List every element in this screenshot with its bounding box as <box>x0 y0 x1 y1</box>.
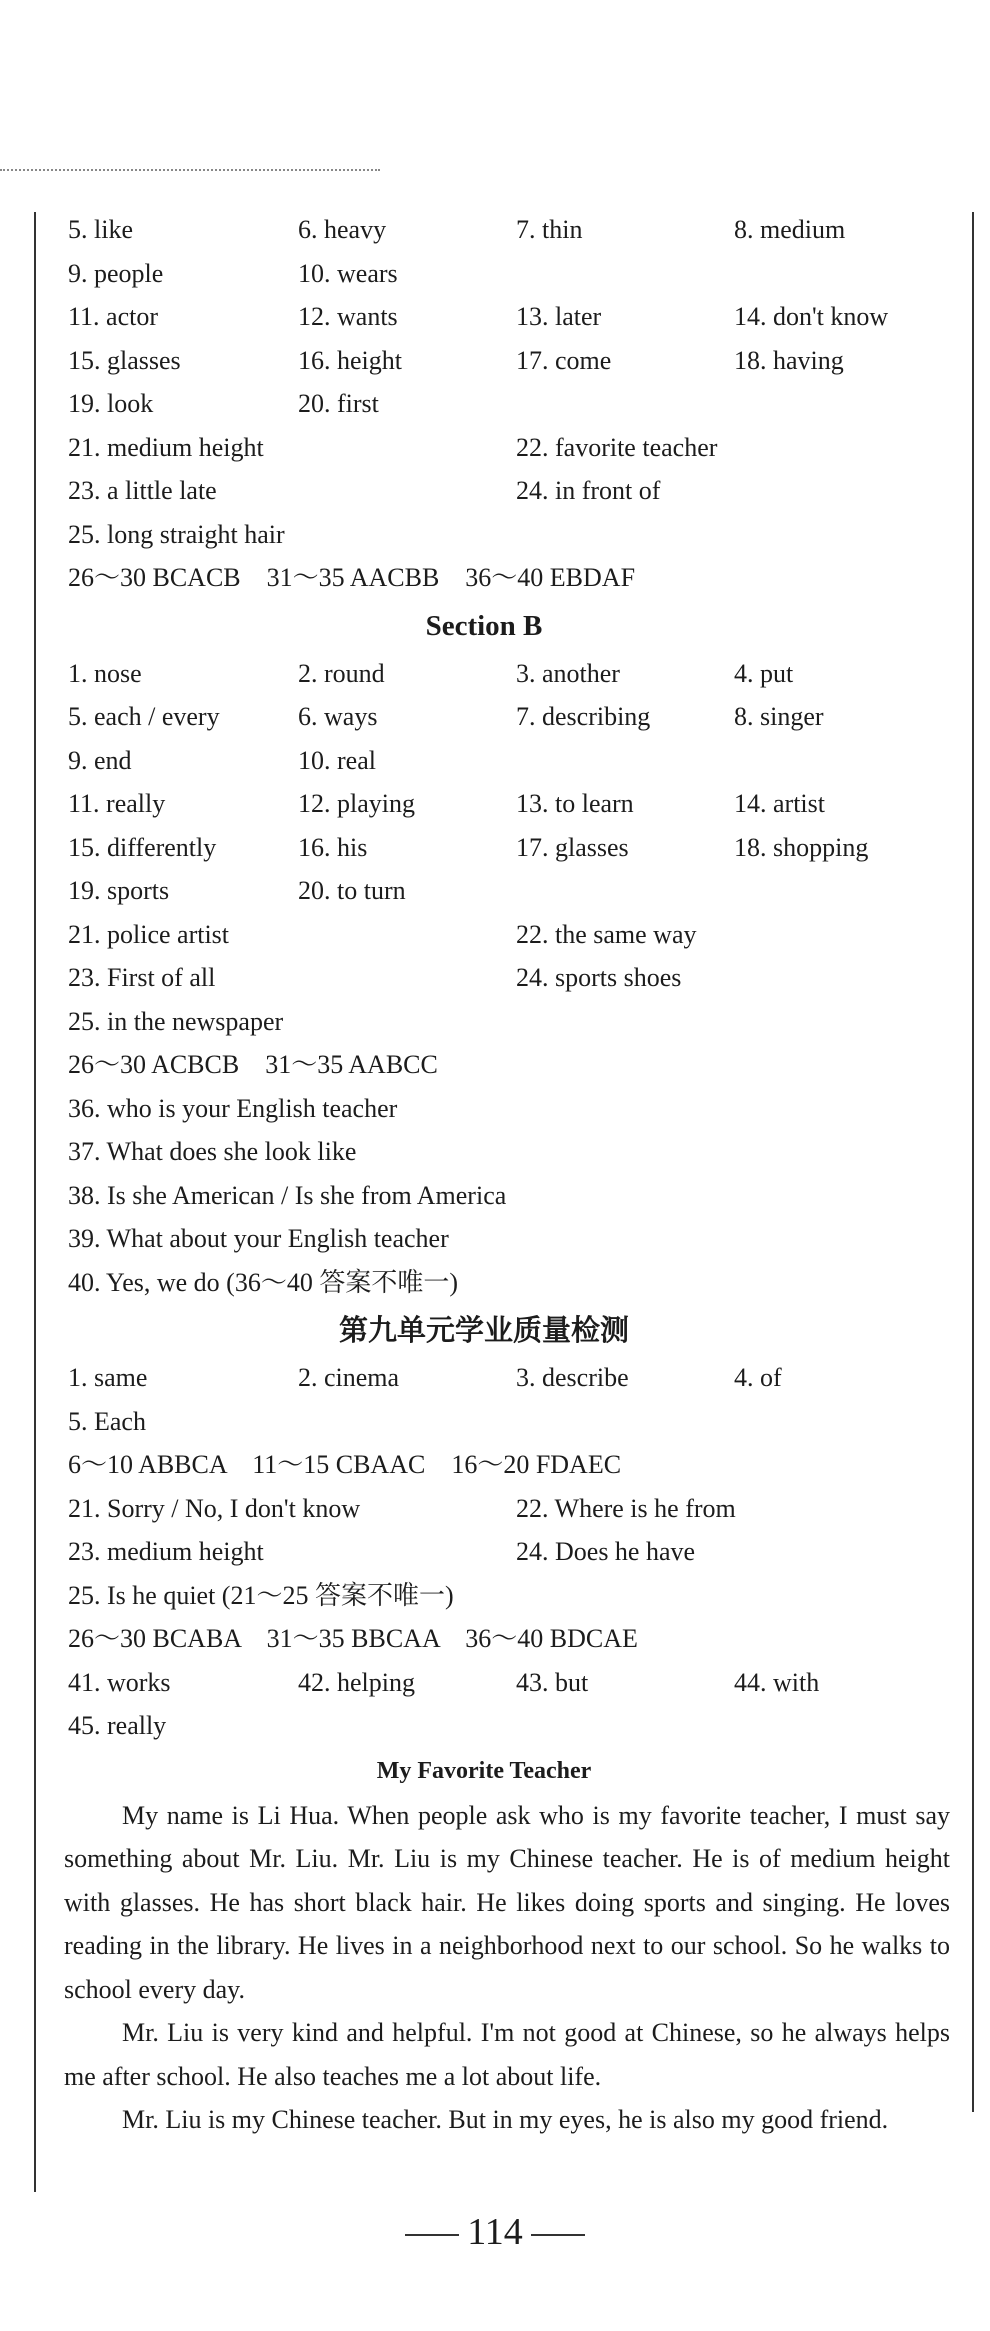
right-margin-line <box>972 212 974 2112</box>
answer-item: 4. of <box>734 1363 782 1392</box>
answer-item: 11. really <box>68 789 166 818</box>
answer-item: 5. Each <box>68 1406 146 1436</box>
answer-item: 14. don't know <box>734 302 889 331</box>
answer-item: 15. differently <box>68 832 217 862</box>
answer-item: 19. sports <box>68 876 170 905</box>
answer-row <box>68 1261 968 1305</box>
answer-item: 1. nose <box>68 658 142 688</box>
answer-item: 21. medium height <box>68 432 264 462</box>
answer-item: 18. shopping <box>734 832 869 862</box>
answer-item: 5. each / every <box>68 702 220 731</box>
answer-row <box>68 956 968 1000</box>
answer-item: 8. singer <box>734 702 824 731</box>
answer-item: 4. put <box>734 658 794 688</box>
answer-item: 5. like <box>68 215 133 244</box>
answer-item: 19. look <box>68 389 154 418</box>
choice-answers: 26～30 ACBCB 31～35 AABCC <box>68 1050 438 1079</box>
answer-item: 16. height <box>298 345 402 375</box>
answer-item: 43. but <box>516 1667 589 1697</box>
answer-item: 24. in front of <box>516 476 661 505</box>
answer-item: 23. First of all <box>68 963 216 992</box>
answer-row <box>68 1000 968 1044</box>
answer-item: 7. thin <box>516 215 583 244</box>
answer-item: 44. with <box>734 1667 820 1697</box>
answer-item: 22. the same way <box>516 919 697 949</box>
answer-item: 2. round <box>298 658 385 688</box>
answer-item: 24. Does he have <box>516 1537 696 1566</box>
answer-item: 37. What does she look like <box>68 1137 357 1166</box>
answer-item: 10. real <box>298 745 376 775</box>
page-number <box>0 2210 990 2254</box>
answer-row <box>68 1574 968 1618</box>
answer-item: 42. helping <box>298 1667 415 1697</box>
answer-row <box>68 1617 968 1661</box>
answer-row <box>68 1130 968 1174</box>
answer-row <box>68 1043 968 1087</box>
answer-item: 23. a little late <box>68 476 217 505</box>
answer-item: 22. favorite teacher <box>516 432 718 462</box>
answer-item: 25. in the newspaper <box>68 1006 284 1036</box>
section-b-heading: Section B <box>425 609 543 642</box>
answer-item: 22. Where is he from <box>516 1493 736 1523</box>
answer-row <box>68 869 968 913</box>
answer-item: 10. wears <box>298 258 398 288</box>
answer-row <box>68 695 968 739</box>
answer-item: 14. artist <box>734 789 825 818</box>
left-margin-line <box>34 212 36 2192</box>
answer-item: 13. to learn <box>516 789 634 818</box>
answer-row <box>68 1443 968 1487</box>
essay-paragraph: My name is Li Hua. When people ask who is my favorite teacher, I must say something about Mr. Liu. Mr. Liu is my Chinese teacher. He is of medium height with glasses. He has short black hair. He likes doing sports and singing. He loves reading in the library. He lives in a neighborhood next to our school. So he walks to school every day. <box>64 1800 950 2004</box>
dash-left <box>405 2234 459 2236</box>
answer-row <box>68 739 968 783</box>
answer-row <box>68 913 968 957</box>
answer-item: 20. to turn <box>298 876 406 905</box>
choice-answers: 26～30 BCACB 31～35 AACBB 36～40 EBDAF <box>68 563 636 592</box>
answer-row <box>68 382 968 426</box>
dash-right <box>531 2234 585 2236</box>
answer-content <box>64 208 968 2142</box>
answer-item: 13. later <box>516 302 602 331</box>
answer-row <box>68 339 968 383</box>
answer-row <box>68 826 968 870</box>
answer-item: 8. medium <box>734 215 846 244</box>
answer-item: 3. another <box>516 658 620 688</box>
essay-paragraph: Mr. Liu is very kind and helpful. I'm not good at Chinese, so he always helps me after school. He also teaches me a lot about life. <box>64 2018 950 2091</box>
essay-paragraph: Mr. Liu is my Chinese teacher. But in my eyes, he is also my good friend. <box>122 2105 889 2134</box>
answer-item: 41. works <box>68 1667 171 1697</box>
essay-title: My Favorite Teacher <box>376 1757 592 1784</box>
answer-item: 6. heavy <box>298 215 387 244</box>
answer-row <box>68 1487 968 1531</box>
answer-item: 20. first <box>298 389 379 418</box>
answer-item: 25. Is he quiet (21～25 答案不唯一) <box>68 1580 454 1610</box>
answer-row <box>68 1174 968 1218</box>
answer-item: 23. medium height <box>68 1537 264 1566</box>
answer-row <box>68 513 968 557</box>
answer-row <box>68 1530 968 1574</box>
answer-item: 16. his <box>298 832 368 862</box>
answer-item: 2. cinema <box>298 1363 400 1392</box>
answer-item: 21. Sorry / No, I don't know <box>68 1493 361 1523</box>
answer-row <box>68 1400 968 1444</box>
answer-row <box>68 208 968 252</box>
answer-item: 9. people <box>68 258 164 288</box>
answer-row <box>68 1661 968 1705</box>
answer-row <box>68 652 968 696</box>
answer-item: 7. describing <box>516 702 651 731</box>
answer-item: 21. police artist <box>68 919 230 949</box>
answer-item: 12. wants <box>298 302 398 331</box>
answer-item: 1. same <box>68 1363 148 1392</box>
answer-item: 40. Yes, we do (36～40 答案不唯一) <box>68 1267 459 1297</box>
answer-item: 39. What about your English teacher <box>68 1224 449 1253</box>
answer-item: 25. long straight hair <box>68 519 285 549</box>
answer-item: 17. come <box>516 345 612 375</box>
answer-item: 6. ways <box>298 702 378 731</box>
choice-answers: 6～10 ABBCA 11～15 CBAAC 16～20 FDAEC <box>68 1450 622 1479</box>
answer-item: 11. actor <box>68 302 158 331</box>
answer-item: 45. really <box>68 1711 167 1740</box>
answer-row <box>68 1704 968 1748</box>
answer-item: 38. Is she American / Is she from America <box>68 1180 507 1210</box>
answer-row <box>68 426 968 470</box>
answer-row <box>68 1217 968 1261</box>
answer-item: 36. who is your English teacher <box>68 1093 398 1123</box>
answer-row <box>68 252 968 296</box>
top-dotted-rule <box>0 169 380 171</box>
answer-item: 3. describe <box>516 1363 629 1392</box>
answer-item: 9. end <box>68 745 132 775</box>
answer-row <box>68 1356 968 1400</box>
page-number-text: 114 <box>467 2211 523 2253</box>
answer-item: 12. playing <box>298 789 415 818</box>
answer-row <box>68 556 968 600</box>
answer-item: 15. glasses <box>68 345 181 375</box>
answer-item: 24. sports shoes <box>516 963 682 992</box>
answer-row <box>68 1087 968 1131</box>
unit-test-heading: 第九单元学业质量检测 <box>338 1313 629 1347</box>
answer-item: 17. glasses <box>516 832 629 862</box>
answer-row <box>68 782 968 826</box>
answer-row <box>68 469 968 513</box>
answer-row <box>68 295 968 339</box>
answer-item: 18. having <box>734 345 844 375</box>
choice-answers: 26～30 BCABA 31～35 BBCAA 36～40 BDCAE <box>68 1624 638 1653</box>
